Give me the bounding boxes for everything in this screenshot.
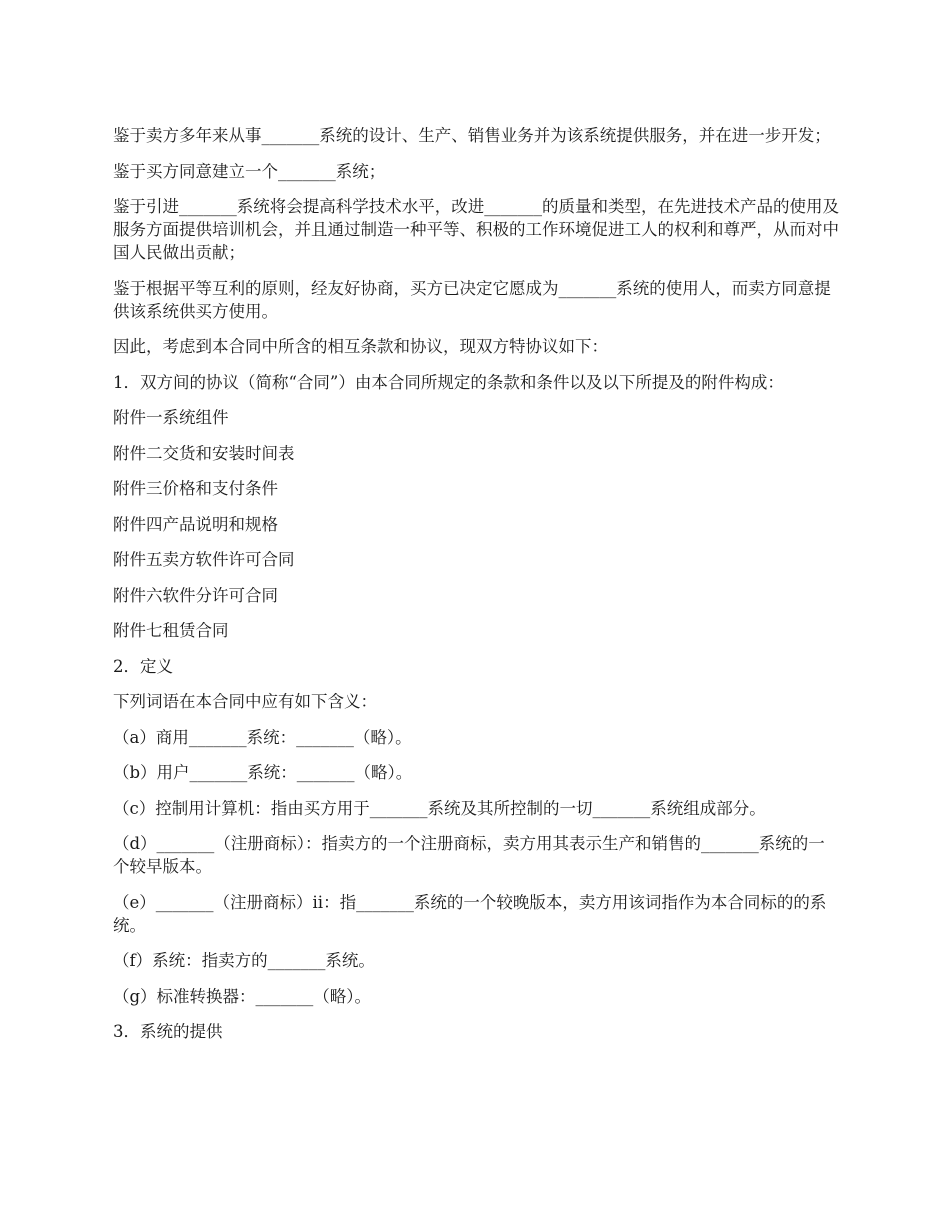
appendix-4: 附件四产品说明和规格 xyxy=(113,514,278,534)
clause-3-heading: 3．系统的提供 xyxy=(113,1022,223,1041)
definition-f: （f）系统：指卖方的_______系统。 xyxy=(113,951,375,970)
definition-a: （a）商用_______系统：_______（略）。 xyxy=(113,727,412,747)
agreement-intro: 因此，考虑到本合同中所含的相互条款和协议，现双方特协议如下： xyxy=(113,337,608,356)
appendix-5: 附件五卖方软件许可合同 xyxy=(113,550,295,569)
clause-1-agreement: 1．双方间的协议（简称“合同”）由本合同所规定的条款和条件以及以下所提及的附件构成： xyxy=(113,372,784,392)
definition-e: （e）_______（注册商标）ⅱ：指_______系统的一个较晚版本，卖方用该词指作为本合同标的的系统。 xyxy=(113,892,827,935)
appendix-2: 附件二交货和安装时间表 xyxy=(113,443,295,463)
appendix-1: 附件一系统组件 xyxy=(113,408,229,427)
document-page xyxy=(113,124,840,1056)
appendix-7: 附件七租赁合同 xyxy=(113,621,229,640)
definition-g: （g）标准转换器：_______（略）。 xyxy=(113,986,372,1006)
definition-d: （d）_______（注册商标）：指卖方的一个注册商标，卖方用其表示生产和销售的_______系统的一个较早版本。 xyxy=(113,834,825,876)
recital-buyer-system: 鉴于买方同意建立一个_______系统； xyxy=(113,161,386,181)
recital-mutual-benefit: 鉴于根据平等互利的原则，经友好协商，买方已决定它愿成为_______系统的使用人，而卖方同意提供该系统供买方使用。 xyxy=(113,278,831,321)
definitions-intro: 下列词语在本合同中应有如下含义： xyxy=(113,692,377,711)
recital-introduction-benefit: 鉴于引进_______系统将会提高科学技术水平，改进_______的质量和类型，在先进技术产品的使用及服务方面提供培训机会，并且通过制造一种平等、积极的工作环境促进工人的权利和尊严，从而对中国人民做出贡献； xyxy=(113,197,839,262)
definition-c: （c）控制用计算机：指由买方用于_______系统及其所控制的一切_______系统组成部分。 xyxy=(113,798,766,818)
appendix-3: 附件三价格和支付条件 xyxy=(113,479,278,498)
appendix-6: 附件六软件分许可合同 xyxy=(113,585,278,605)
definition-b: （b）用户_______系统：_______（略）。 xyxy=(113,763,413,782)
clause-2-heading: 2．定义 xyxy=(113,656,173,676)
recital-seller-business: 鉴于卖方多年来从事_______系统的设计、生产、销售业务并为该系统提供服务，并在进一步开发； xyxy=(113,126,831,145)
